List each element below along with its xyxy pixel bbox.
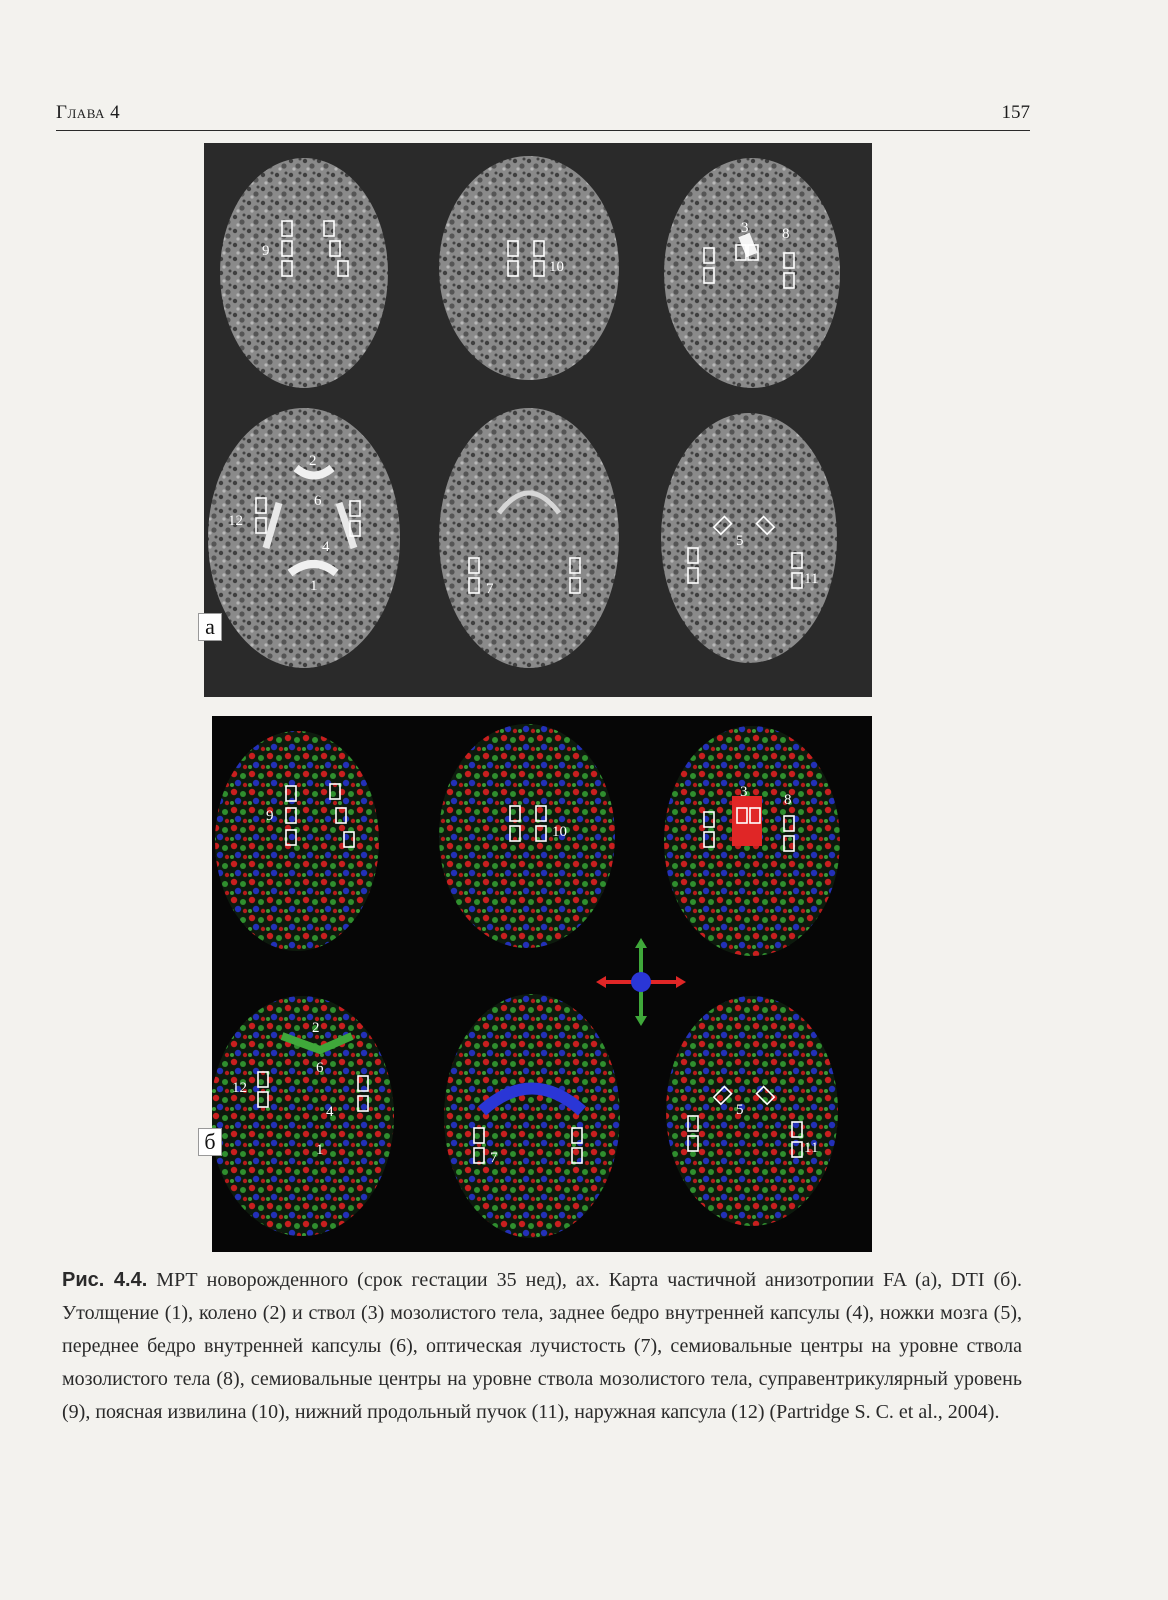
label-7-b: 7 [490, 1150, 498, 1166]
caption-lead: Рис. 4.4. [62, 1269, 148, 1291]
figure-panel-b [204, 716, 872, 1252]
dti-slice-2 [439, 724, 615, 948]
label-5-b: 5 [736, 1102, 744, 1118]
label-5-a: 5 [736, 533, 744, 549]
fa-slice-3 [664, 158, 840, 388]
label-9-b: 9 [266, 808, 274, 824]
panel-a-letter: а [198, 613, 222, 641]
label-2-b: 2 [312, 1020, 320, 1036]
label-9-a: 9 [262, 243, 270, 259]
fa-slice-5 [439, 408, 619, 668]
label-7-a: 7 [486, 581, 494, 597]
label-8-a: 8 [782, 226, 790, 242]
label-3-a: 3 [741, 220, 749, 236]
fa-map-grid [204, 143, 872, 697]
label-12-b: 12 [232, 1080, 247, 1096]
label-1-b: 1 [316, 1142, 324, 1158]
label-1-a: 1 [310, 578, 318, 594]
fa-slice-2 [439, 156, 619, 380]
dti-slice-5 [444, 994, 620, 1238]
label-10-a: 10 [549, 259, 564, 275]
dti-map-grid [212, 716, 872, 1252]
dti-slice-6 [666, 996, 838, 1226]
running-header [56, 100, 1030, 131]
page-number: 157 [1001, 102, 1030, 123]
figure-panel-a [204, 143, 872, 697]
orientation-cross-icon [596, 938, 686, 1026]
fa-slice-6 [661, 413, 837, 663]
fa-slice-1 [220, 158, 388, 388]
label-11-b: 11 [804, 1140, 819, 1156]
figure-caption [62, 1264, 1022, 1429]
label-6-b: 6 [316, 1060, 324, 1076]
label-4-b: 4 [326, 1104, 334, 1120]
label-10-b: 10 [552, 824, 567, 840]
label-2-a: 2 [309, 453, 317, 469]
panel-b-letter: б [198, 1128, 222, 1156]
label-11-a: 11 [804, 571, 819, 587]
label-3-b: 3 [740, 784, 748, 800]
chapter-title: Глава 4 [56, 102, 121, 123]
dti-slice-4 [212, 996, 394, 1236]
label-8-b: 8 [784, 792, 792, 808]
label-4-a: 4 [322, 539, 330, 555]
label-12-a: 12 [228, 513, 243, 529]
fa-slice-4 [208, 408, 400, 668]
label-6-a: 6 [314, 493, 322, 509]
caption-text: МРТ новорожденного (срок гестации 35 нед), ах. Карта частичной анизотропии FA (а), DTI (б). Утолщение (1), колено (2) и ствол (3) мозолистого тела, заднее бедро внутренней капсулы (4), ножки мозга (5), переднее бедро внутренней капсулы (6), оптическая лучистость (7), семиовальные центры на уровне ствола мозолистого тела (8), семиовальные центры на уровне ствола мозолистого тела, суправентрикулярный уровень (9), поясная извилина (10), нижний продольный пучок (11), наружная капсула (12) (Partridge S. C. et al., 2004). [62, 1269, 1023, 1423]
